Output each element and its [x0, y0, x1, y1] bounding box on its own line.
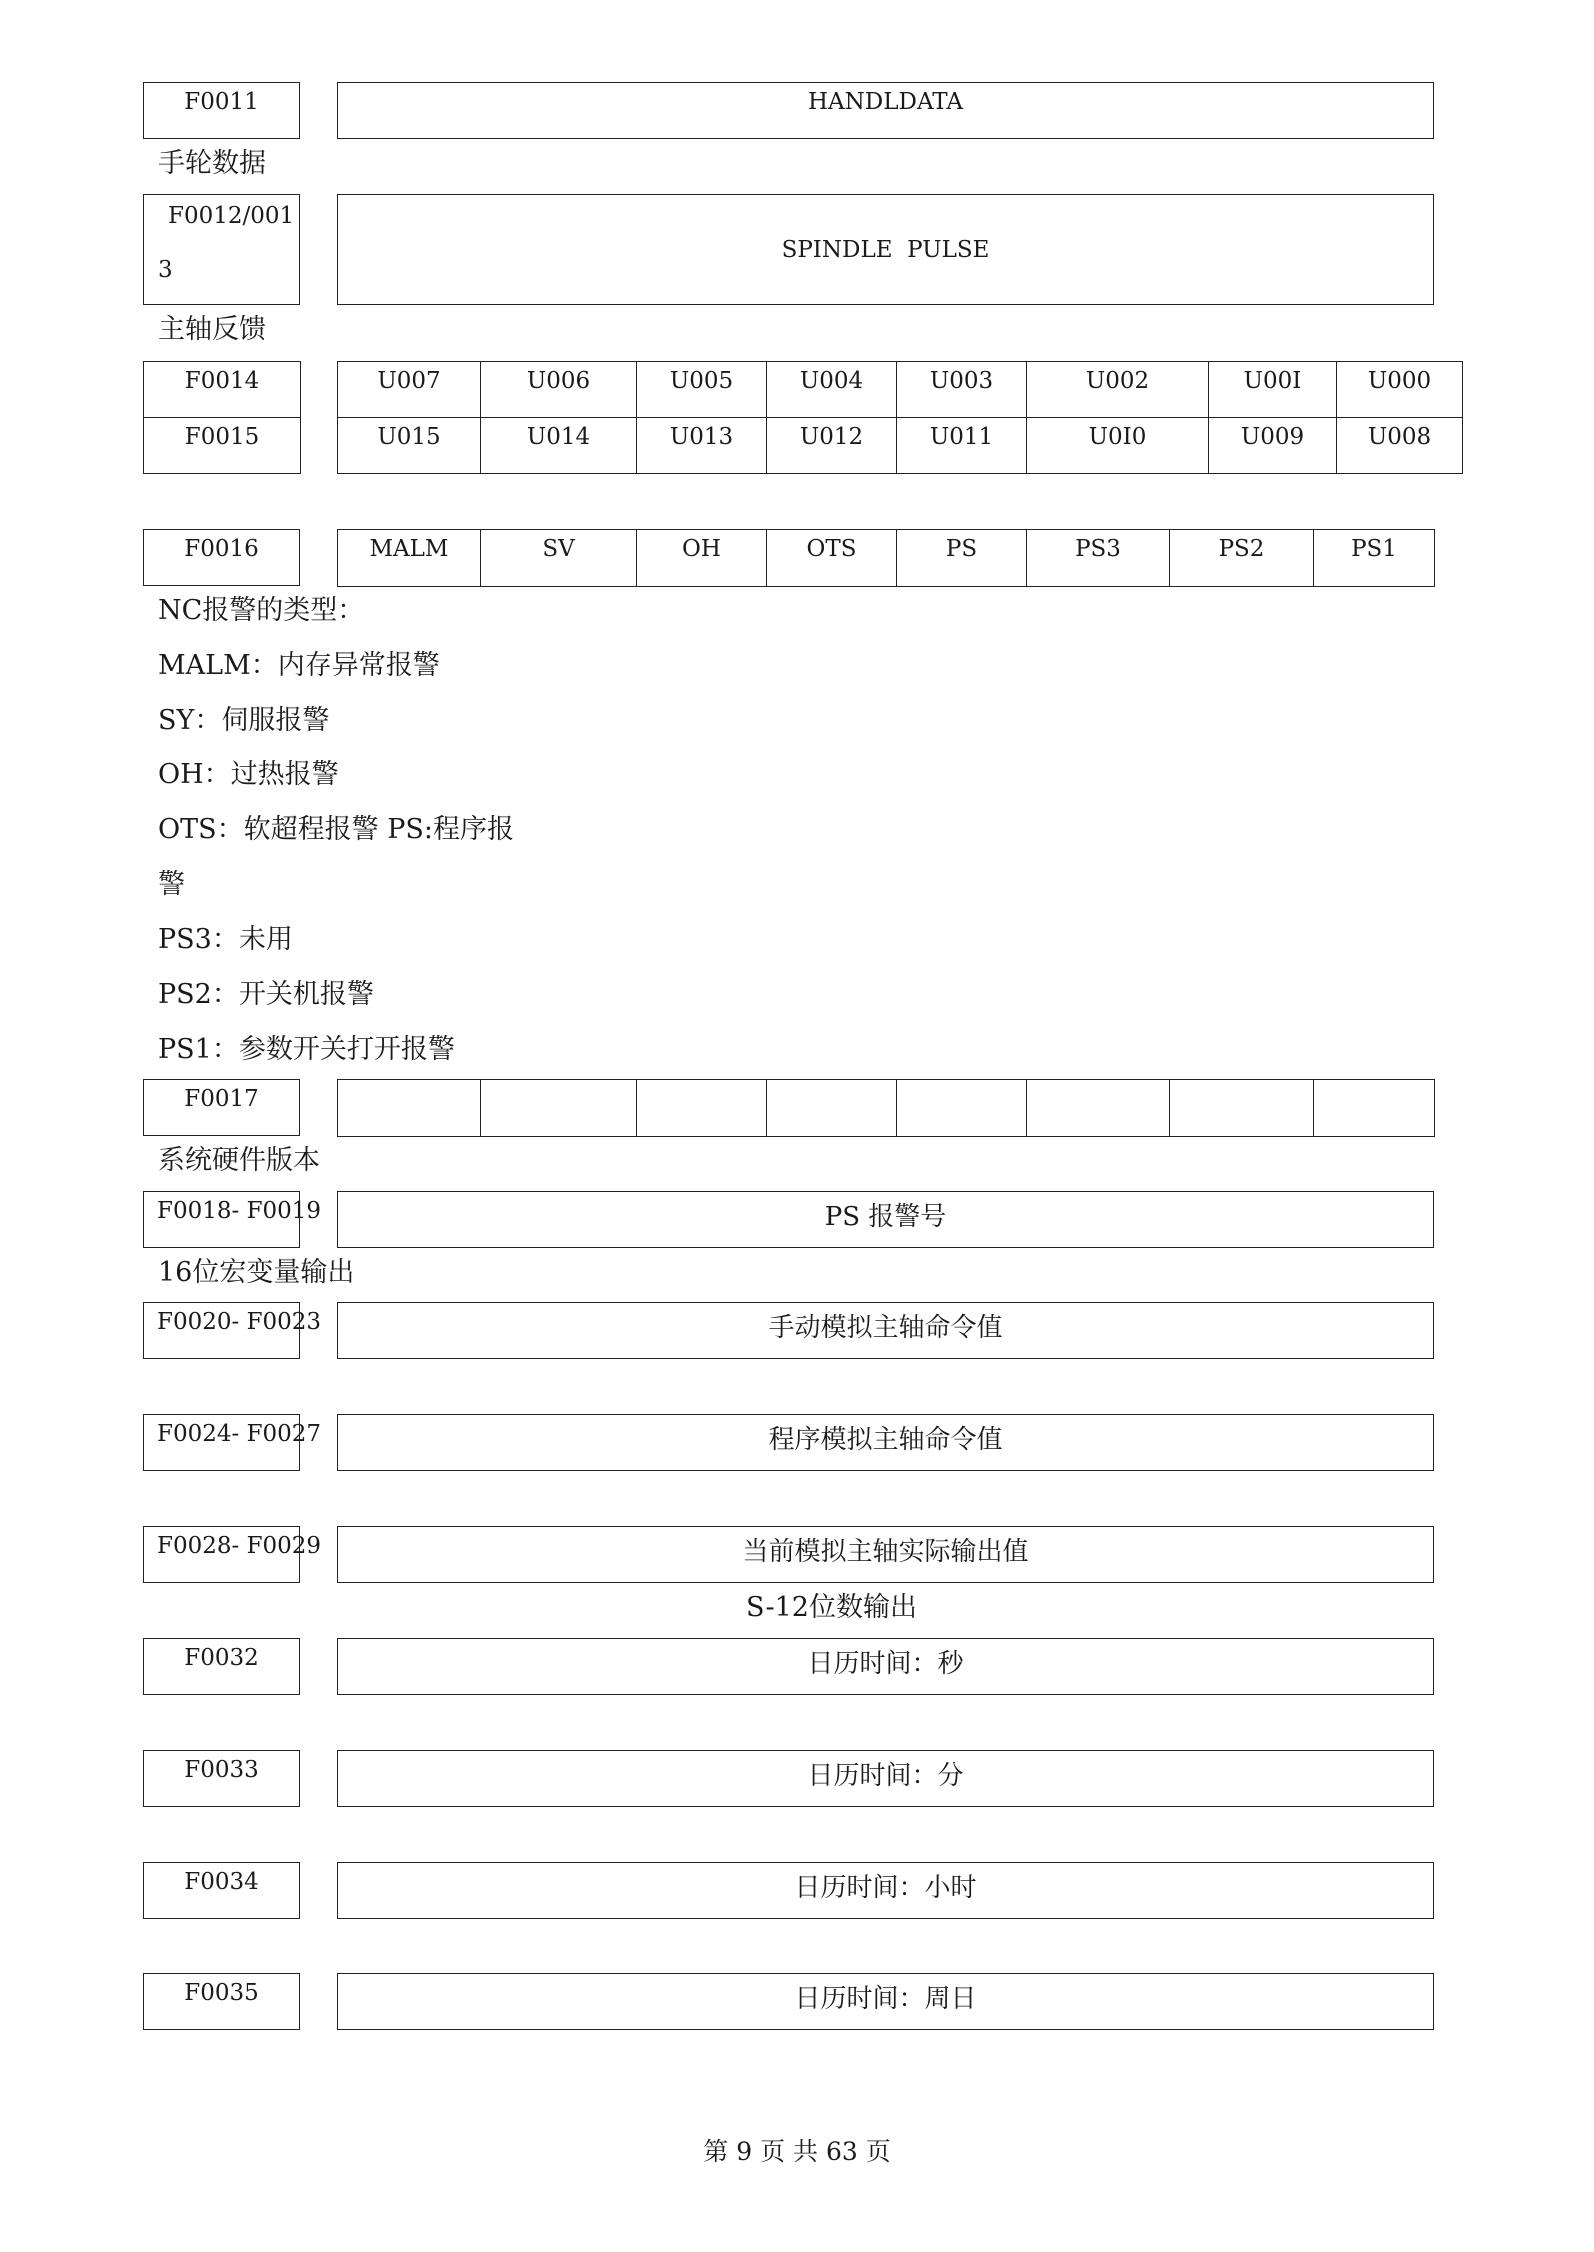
register-box-f0033: [337, 1750, 1434, 1807]
empty-cell: [338, 1080, 481, 1137]
register-box-f0011: [337, 82, 1434, 139]
bit-cell: OH: [637, 530, 767, 587]
register-value: HANDLDATA: [808, 89, 963, 115]
address-label: F0024- F0027: [157, 1421, 322, 1447]
address-box-f0034: [143, 1862, 300, 1919]
note-line: PS1：参数开关打开报警: [158, 1034, 455, 1065]
bit-cell: U007: [338, 362, 481, 418]
bit-cell: U003: [897, 362, 1027, 418]
bit-table-f0014-f0015: [337, 361, 1463, 474]
register-value: 日历时间：周日: [794, 1984, 977, 2014]
table-row: [338, 418, 1463, 474]
register-box-f0024: [337, 1414, 1434, 1471]
table-row: [338, 1080, 1435, 1137]
bit-cell: U013: [637, 418, 767, 474]
bit-cell: PS: [897, 530, 1027, 587]
address-label: F0018- F0019: [157, 1198, 322, 1224]
address-table-f0014-f0015: [143, 361, 301, 474]
register-box-f0020: [337, 1302, 1434, 1359]
register-box-f0028: [337, 1526, 1434, 1583]
note-line: 警: [158, 869, 185, 900]
caption-f0017: 系统硬件版本: [158, 1145, 320, 1176]
address-box-f0033: [143, 1750, 300, 1807]
register-box-f0018: [337, 1191, 1434, 1248]
bit-cell: SV: [481, 530, 637, 587]
bit-cell: OTS: [767, 530, 897, 587]
note-line: MALM：内存异常报警: [158, 650, 440, 681]
bit-cell: U015: [338, 418, 481, 474]
register-value: 程序模拟主轴命令值: [768, 1425, 1003, 1455]
note-line: PS2：开关机报警: [158, 979, 374, 1010]
caption-f0012: 主轴反馈: [158, 314, 266, 345]
address-label: F0032: [184, 1645, 259, 1671]
address-label: F0017: [184, 1086, 259, 1112]
register-value: 日历时间：小时: [794, 1873, 977, 1903]
bit-cell: U000: [1337, 362, 1463, 418]
register-box-f0032: [337, 1638, 1434, 1695]
table-row: [338, 530, 1435, 587]
register-box-f0035: [337, 1973, 1434, 2030]
bit-cell: PS2: [1170, 530, 1314, 587]
register-value: 日历时间：秒: [807, 1649, 964, 1679]
bit-cell: U005: [637, 362, 767, 418]
bit-cell: PS1: [1314, 530, 1435, 587]
bit-cell: U00I: [1209, 362, 1337, 418]
address-label: F0035: [184, 1980, 259, 2006]
note-line: NC报警的类型：: [158, 595, 365, 626]
bit-table-f0017: [337, 1079, 1435, 1137]
bit-cell: PS3: [1027, 530, 1170, 587]
address-box-f0035: [143, 1973, 300, 2030]
caption-f0018: 16位宏变量输出: [158, 1257, 355, 1288]
caption-f0011: 手轮数据: [158, 148, 266, 179]
register-value: SPINDLE PULSE: [781, 236, 990, 263]
address-label: F0028- F0029: [157, 1533, 322, 1559]
empty-cell: [1027, 1080, 1170, 1137]
empty-cell: [481, 1080, 637, 1137]
address-label-line2: 3: [158, 257, 173, 283]
address-box-f0032: [143, 1638, 300, 1695]
empty-cell: [637, 1080, 767, 1137]
bit-cell: MALM: [338, 530, 481, 587]
register-value: PS 报警号: [824, 1202, 947, 1232]
address-box-f0017: [143, 1079, 300, 1136]
page-number: 第 9 页 共 63 页: [703, 2137, 891, 2166]
address-box-f0016: [143, 529, 300, 586]
empty-cell: [897, 1080, 1027, 1137]
empty-cell: [1314, 1080, 1435, 1137]
bit-cell: U004: [767, 362, 897, 418]
address-box-f0018: [143, 1191, 322, 1248]
register-value: 当前模拟主轴实际输出值: [742, 1537, 1029, 1567]
bit-cell: U011: [897, 418, 1027, 474]
address-label: F0014: [144, 362, 301, 418]
address-label: F0015: [144, 418, 301, 474]
address-label: F0033: [184, 1757, 259, 1783]
address-label: F0016: [184, 536, 259, 562]
bit-cell: U006: [481, 362, 637, 418]
empty-cell: [767, 1080, 897, 1137]
address-label: F0011: [184, 89, 259, 115]
bit-cell: U012: [767, 418, 897, 474]
address-label: F0034: [184, 1869, 259, 1895]
bit-cell: U008: [1337, 418, 1463, 474]
address-box-f0011: [143, 82, 300, 139]
caption-f0028: S-12位数输出: [746, 1592, 917, 1623]
note-line: OH：过热报警: [158, 759, 339, 790]
address-label-line1: F0012/001: [168, 203, 295, 229]
empty-cell: [1170, 1080, 1314, 1137]
register-box-f0034: [337, 1862, 1434, 1919]
bit-cell: U009: [1209, 418, 1337, 474]
bit-cell: U002: [1027, 362, 1209, 418]
bit-table-f0016: [337, 529, 1435, 587]
note-line: SY：伺服报警: [158, 705, 330, 736]
address-box-f0020: [143, 1302, 322, 1359]
register-value: 日历时间：分: [807, 1761, 964, 1791]
address-label: F0020- F0023: [157, 1309, 322, 1335]
address-box-f0012: [143, 194, 300, 305]
note-line: OTS：软超程报警 PS:程序报: [158, 814, 514, 845]
bit-cell: U0I0: [1027, 418, 1209, 474]
bit-cell: U014: [481, 418, 637, 474]
register-box-f0012: [337, 194, 1434, 305]
register-value: 手动模拟主轴命令值: [768, 1313, 1003, 1343]
address-box-f0024: [143, 1414, 322, 1471]
table-row: [338, 362, 1463, 418]
note-line: PS3：未用: [158, 924, 293, 955]
address-box-f0028: [143, 1526, 322, 1583]
